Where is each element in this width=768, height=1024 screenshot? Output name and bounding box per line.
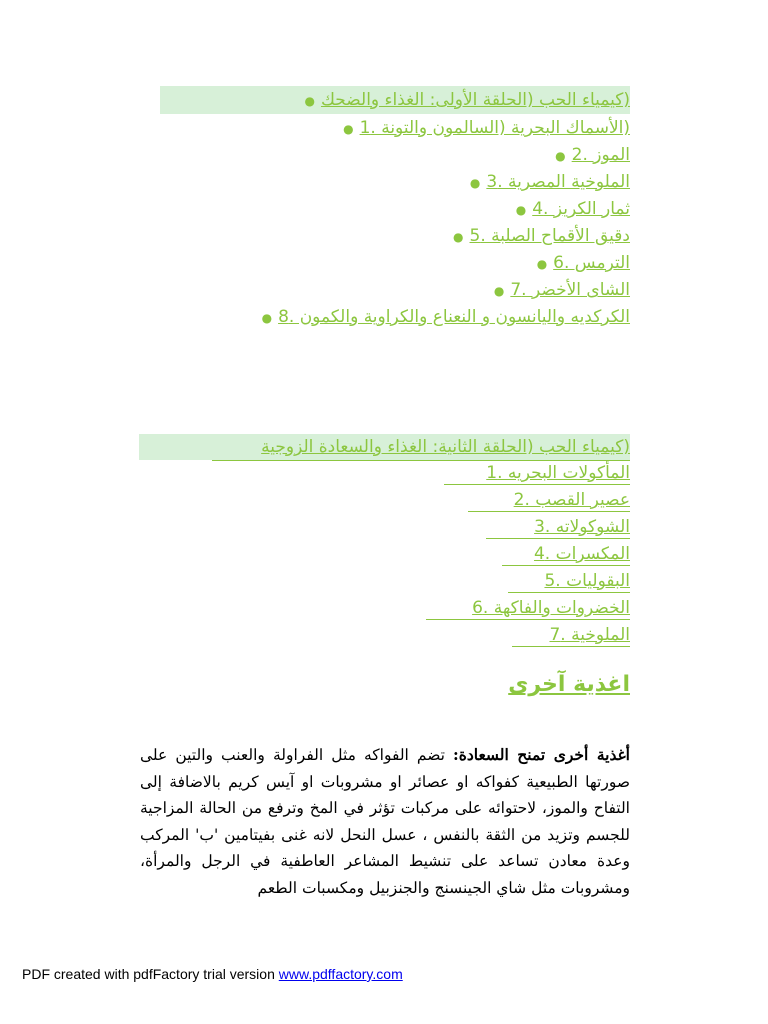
section3-body: تضم الفواكه مثل الفراولة والعنب والتين على صورتها الطبيعية كفواكه او عصائر او مشروبات او آيس كريم بالاضافة إلى التفاح والموز، لاحتوائه على مركبات تؤثر في المخ وترفع من الحالة المزاجية للجسم وتزيد من الثقة بالنفس ، عسل النحل لانه غنى بفيتامين 'ب' المركب وعدة معادن تساعد على تنشيط المشاعر العاطفية في الرجل والمرأة، ومشروبات مثل شاي الجينسنج والجنزبيل ومكسبات الطعم — [140, 746, 630, 897]
section2-item-1-link[interactable]: المأكولات البحريه .1 — [486, 463, 630, 483]
section2-item-1-underline — [444, 484, 630, 485]
section2-item-5 — [544, 571, 630, 591]
section1-item-5-link[interactable]: دقيق الأقماح الصلبة .5 — [469, 226, 630, 246]
section2-item-2-underline — [468, 511, 630, 512]
bullet-icon: ● — [469, 176, 481, 190]
section1-item-1 — [343, 118, 630, 139]
section1-item-2-link[interactable]: الموز .2 — [571, 145, 630, 165]
section1-item-7 — [494, 280, 630, 301]
section1-item-4-link[interactable]: ثمار الكريز .4 — [532, 199, 630, 219]
section1-item-5 — [453, 226, 630, 247]
section2-item-4-link[interactable]: المكسرات .4 — [533, 544, 630, 564]
section1-item-7-link[interactable]: الشاى الأخضر .7 — [510, 280, 630, 300]
bullet-icon: ● — [555, 149, 566, 163]
section3-lead: أغذية أخرى تمنح السعادة: — [452, 745, 630, 764]
section2-item-3 — [534, 517, 630, 537]
section1-item-8-link[interactable]: الكركديه واليانسون و النعناع والكراوية والكمون .8 — [278, 307, 630, 327]
pdf-footer — [22, 966, 403, 982]
section1-item-6 — [537, 253, 630, 274]
section1-item-1-link[interactable]: (الأسماك البحرية (السالمون والتونة .1 — [359, 118, 630, 138]
section1-item-3 — [470, 172, 630, 193]
section2-item-7-link[interactable]: الملوخية .7 — [549, 625, 630, 645]
section2-item-6 — [472, 598, 630, 618]
section2-item-7-underline — [512, 646, 630, 647]
section1-item-6-link[interactable]: الترمس .6 — [553, 253, 630, 273]
section2-item-1 — [486, 463, 630, 483]
bullet-icon: ● — [343, 122, 354, 136]
section2-item-5-underline — [508, 592, 630, 593]
section3-heading: اغذية آخرى — [508, 672, 630, 697]
section2-item-6-underline — [426, 619, 630, 620]
section2-item-7 — [549, 625, 630, 645]
section1-item-4 — [516, 199, 630, 220]
bullet-icon: ● — [536, 257, 548, 271]
section2-item-2 — [514, 490, 630, 510]
section2-item-4 — [534, 544, 630, 564]
bullet-icon: ● — [453, 230, 464, 244]
section1-item-2 — [555, 145, 630, 166]
section2-title-underline — [212, 460, 630, 461]
section3-paragraph — [140, 742, 630, 901]
bullet-icon: ● — [493, 284, 505, 298]
section2-item-6-link[interactable]: الخضروات والفاكهة .6 — [472, 598, 630, 618]
section2-item-4-underline — [502, 565, 630, 566]
section1-item-3-link[interactable]: الملوخية المصرية .3 — [486, 172, 630, 192]
bullet-icon: ● — [304, 94, 315, 108]
section1-title-row — [304, 90, 630, 111]
section2-item-5-link[interactable]: البقوليات .5 — [544, 571, 630, 591]
section2-title-row — [261, 437, 630, 457]
footer-link[interactable]: www.pdffactory.com — [278, 966, 403, 982]
section1-title-link[interactable]: (كيمياء الحب (الحلقة الأولى: الغذاء والضحك — [320, 90, 630, 110]
bullet-icon: ● — [261, 311, 273, 325]
section2-item-2-link[interactable]: عصير القصب .2 — [513, 490, 630, 510]
section2-title-link[interactable]: (كيمياء الحب (الحلقة الثانية: الغذاء والسعادة الزوجية — [261, 437, 630, 457]
section2-item-3-underline — [486, 538, 630, 539]
footer-text: PDF created with pdfFactory trial version — [22, 966, 279, 982]
section1-item-8 — [262, 307, 630, 328]
section2-item-3-link[interactable]: الشوكولاته .3 — [534, 517, 630, 537]
bullet-icon: ● — [515, 203, 527, 217]
